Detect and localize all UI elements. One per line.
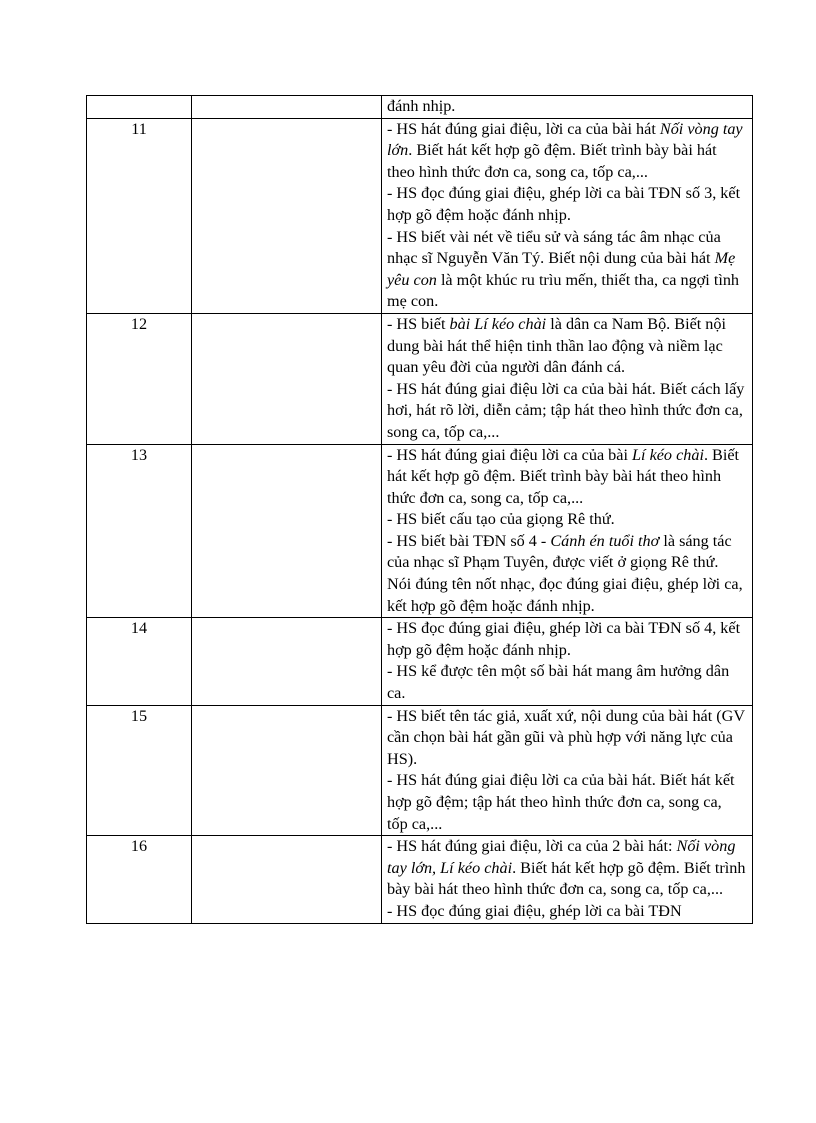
empty-cell [192, 444, 382, 618]
outcome-paragraph [387, 618, 746, 661]
outcome-paragraph [387, 836, 746, 901]
outcome-text: - HS biết [387, 314, 450, 333]
syllabus-table-body [87, 96, 753, 924]
outcome-text: là sáng tác của nhạc sĩ Phạm Tuyên, được viết ở giọng Rê thứ. Nói đúng tên nốt nhạc, đọc đúng giai điệu, ghép lời ca, kết hợp gõ đệm hoặc đánh nhịp. [387, 531, 743, 615]
learning-outcome-cell [382, 836, 753, 923]
song-title-text: Nối vòng tay lớn [387, 119, 743, 160]
empty-cell [192, 313, 382, 444]
song-title-text: Lí kéo chài [632, 445, 704, 464]
learning-outcome-cell [382, 444, 753, 618]
outcome-paragraph [387, 379, 746, 444]
outcome-text: . Biết hát kết hợp gõ đệm. Biết trình bày bài hát theo hình thức đơn ca, song ca, tốp ca,... [387, 445, 740, 507]
table-row [87, 444, 753, 618]
outcome-text: - HS hát đúng giai điệu lời ca của bài [387, 445, 633, 464]
week-number-cell: 14 [87, 618, 192, 705]
outcome-text: là dân ca Nam Bộ. Biết nội dung bài hát thể hiện tinh thần lao động và niềm lạc quan yêu đời của người dân đánh cá. [387, 314, 726, 377]
outcome-text: - HS đọc đúng giai điệu, ghép lời ca bài TĐN [387, 901, 682, 920]
outcome-paragraph [387, 531, 746, 617]
outcome-text: - HS hát đúng giai điệu lời ca của bài hát. Biết cách lấy hơi, hát rõ lời, diễn cảm; tập hát theo hình thức đơn ca, song ca, tốp ca,... [387, 379, 745, 441]
outcome-paragraph [387, 314, 746, 379]
outcome-paragraph [387, 183, 746, 226]
song-title-text: Mẹ yêu con [387, 249, 736, 289]
outcome-text: - HS kể được tên một số bài hát mang âm hưởng dân ca. [387, 662, 730, 703]
song-title-text: Nối vòng tay lớn, Lí kéo chài [387, 837, 736, 877]
empty-cell [192, 836, 382, 923]
learning-outcome-cell [382, 118, 753, 313]
outcome-paragraph [387, 770, 746, 835]
learning-outcome-cell [382, 618, 753, 705]
week-number-cell: 13 [87, 444, 192, 618]
outcome-paragraph [387, 706, 746, 771]
outcome-text: - HS biết tên tác giả, xuất xứ, nội dung của bài hát (GV cần chọn bài hát gần gũi và phù hợp với năng lực của HS). [387, 706, 745, 768]
learning-outcome-cell [382, 705, 753, 836]
outcome-paragraph [387, 901, 746, 923]
table-row [87, 705, 753, 836]
outcome-text: - HS đọc đúng giai điệu, ghép lời ca bài TĐN số 4, kết hợp gõ đệm hoặc đánh nhịp. [387, 619, 741, 659]
table-row [87, 118, 753, 313]
week-number-cell [87, 96, 192, 119]
outcome-text: đánh nhịp. [387, 97, 456, 115]
song-title-text: Cánh én tuổi thơ [550, 531, 660, 550]
outcome-paragraph [387, 227, 746, 313]
syllabus-table [86, 95, 753, 924]
outcome-text: . Biết hát kết hợp gõ đệm. Biết trình bày bài hát theo hình thức đơn ca, song ca, tốp ca,... [387, 141, 717, 181]
outcome-text: . Biết hát kết hợp gõ đệm. Biết trình bày bài hát theo hình thức đơn ca, song ca, tốp ca,... [387, 858, 746, 899]
outcome-paragraph [387, 661, 746, 704]
outcome-text: - HS hát đúng giai điệu lời ca của bài hát. Biết hát kết hợp gõ đệm; tập hát theo hình thức đơn ca, song ca, tốp ca,... [387, 771, 735, 833]
outcome-text: - HS hát đúng giai điệu, lời ca của bài hát [387, 119, 660, 138]
table-row [87, 618, 753, 705]
outcome-paragraph [387, 445, 746, 510]
outcome-text: - HS biết vài nét về tiểu sử và sáng tác âm nhạc của nhạc sĩ Nguyễn Văn Tý. Biết nội dung của bài hát [387, 227, 721, 268]
outcome-text: - HS biết cấu tạo của giọng Rê thứ. [387, 510, 615, 529]
outcome-paragraph [387, 119, 746, 184]
empty-cell [192, 618, 382, 705]
week-number-cell: 12 [87, 313, 192, 444]
empty-cell [192, 118, 382, 313]
empty-cell [192, 705, 382, 836]
empty-cell [192, 96, 382, 119]
learning-outcome-cell [382, 313, 753, 444]
outcome-text: - HS đọc đúng giai điệu, ghép lời ca bài TĐN số 3, kết hợp gõ đệm hoặc đánh nhịp. [387, 184, 741, 224]
table-row [87, 313, 753, 444]
outcome-text: - HS hát đúng giai điệu, lời ca của 2 bài hát: [387, 837, 677, 856]
outcome-text: - HS biết bài TĐN số 4 - [387, 531, 551, 550]
outcome-paragraph [387, 96, 746, 118]
outcome-paragraph [387, 509, 746, 531]
week-number-cell: 16 [87, 836, 192, 923]
table-row [87, 836, 753, 923]
outcome-text: là một khúc ru trìu mến, thiết tha, ca ngợi tình mẹ con. [387, 270, 740, 311]
week-number-cell: 11 [87, 118, 192, 313]
week-number-cell: 15 [87, 705, 192, 836]
table-row [87, 96, 753, 119]
song-title-text: bài Lí kéo chài [449, 314, 547, 333]
learning-outcome-cell [382, 96, 753, 119]
